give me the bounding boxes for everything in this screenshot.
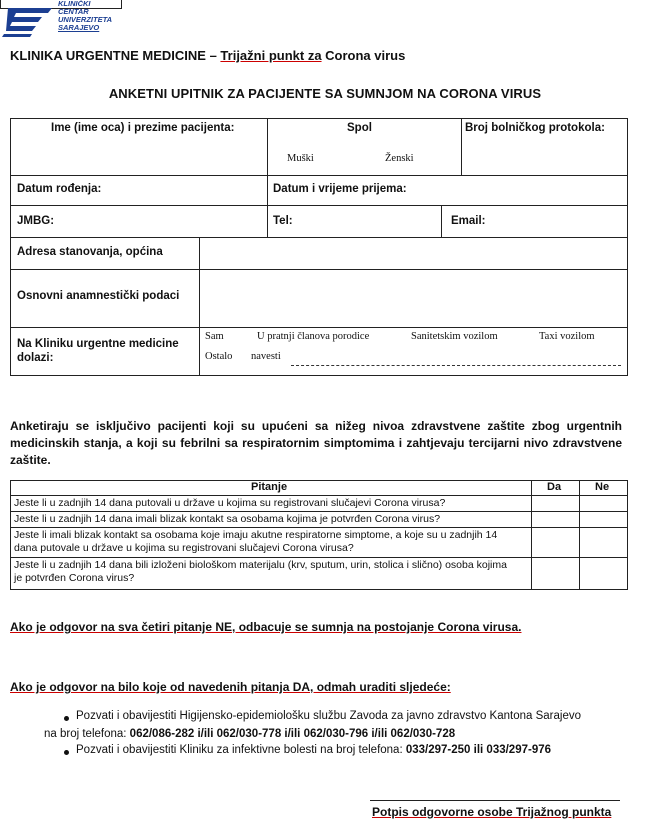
- row-divider: [11, 175, 627, 176]
- phone-numbers: 033/297-250 ili 033/297-976: [405, 744, 552, 756]
- arrival-label: Na Kliniku urgentne medicine dolazi:: [17, 338, 179, 364]
- bullet-dot: [64, 716, 69, 721]
- tel-label: Tel:: [273, 215, 293, 227]
- sex-male-option[interactable]: Muški: [287, 153, 314, 164]
- arrival-option-alone[interactable]: Sam: [205, 331, 224, 342]
- specify-blank-line[interactable]: [291, 365, 621, 366]
- arrival-option-family[interactable]: U pratnji članova porodice: [257, 331, 370, 342]
- col-divider: [579, 481, 580, 589]
- no-column-header: Ne: [595, 481, 610, 493]
- eligibility-paragraph: Anketiraju se isključivo pacijenti koji su upućeni sa nižeg nivoa zdravstvene zaštite zbog urgentnih medicinskih stanja, a koji su febrilni sa respiratornim simptomima i zahtjevaju tercijarni nivo zdravstvene zaštite.: [10, 419, 622, 467]
- signature-line: [370, 800, 620, 801]
- yes-column-header: Da: [547, 481, 562, 493]
- bullet-line: [76, 742, 551, 759]
- bullet-line: [44, 726, 455, 743]
- col-divider: [199, 237, 200, 375]
- screening-questions-table: [10, 480, 628, 590]
- phone-numbers: 062/086-282 i/ili 062/030-778 i/ili 062/030-796 i/ili 062/030-728: [129, 728, 456, 740]
- positive-answer-note: Ako je odgovor na bilo koje od navedenih pitanja DA, odmah uraditi sljedeće:: [10, 680, 451, 694]
- row-divider: [11, 527, 627, 528]
- address-label: Adresa stanovanja, općina: [17, 246, 163, 258]
- specify-label: navesti: [251, 351, 281, 362]
- row-divider: [11, 205, 627, 206]
- question-row: Jeste li u zadnjih 14 dana bili izloženi biološkom materijalu (krv, sputum, urin, stolica i slično) osoba kojima je potvrđen Corona virus?: [14, 559, 507, 584]
- sex-label: Spol: [347, 122, 372, 134]
- row-divider: [11, 495, 627, 496]
- signature-label: Potpis odgovorne osobe Trijažnog punkta: [372, 805, 612, 819]
- anamnesis-label: Osnovni anamnestički podaci: [17, 290, 180, 302]
- email-label: Email:: [451, 215, 486, 227]
- row-divider: [11, 511, 627, 512]
- col-divider: [461, 119, 462, 175]
- row-divider: [11, 557, 627, 558]
- jmbg-label: JMBG:: [17, 215, 55, 227]
- date-of-birth-label: Datum rođenja:: [17, 183, 102, 195]
- header-suffix: Corona virus: [321, 48, 406, 63]
- question-row: Jeste li u zadnjih 14 dana putovali u države u kojima su registrovani slučajevi Corona virusa?: [14, 497, 446, 509]
- arrival-option-taxi[interactable]: Taxi vozilom: [539, 331, 595, 342]
- logo-text: [58, 0, 112, 32]
- bullet-dot: [64, 750, 69, 755]
- patient-name-label: Ime (ime oca) i prezime pacijenta:: [51, 122, 235, 134]
- protocol-number-label: Broj bolničkog protokola:: [465, 122, 605, 134]
- row-divider: [11, 327, 627, 328]
- logo-mark-icon: [2, 4, 56, 40]
- col-divider: [441, 205, 442, 237]
- logo-line: KLINIČKI: [58, 0, 91, 8]
- clinic-header: [10, 48, 405, 63]
- arrival-option-ambulance[interactable]: Sanitetskim vozilom: [411, 331, 498, 342]
- col-divider: [267, 119, 268, 237]
- arrival-option-other[interactable]: Ostalo: [205, 351, 233, 362]
- row-divider: [11, 269, 627, 270]
- col-divider: [531, 481, 532, 589]
- phone-label: Pozvati i obavijestiti Kliniku za infektivne bolesti na broj telefona:: [76, 744, 406, 756]
- logo-line: CENTAR: [58, 7, 89, 16]
- page-title: ANKETNI UPITNIK ZA PACIJENTE SA SUMNJOM NA CORONA VIRUS: [108, 86, 542, 101]
- bullet-line: Pozvati i obavijestiti Higijensko-epidemiološku službu Zavoda za javno zdravstvo Kantona Sarajevo: [76, 710, 581, 722]
- question-column-header: Pitanje: [251, 481, 288, 493]
- question-row: Jeste li imali blizak kontakt sa osobama koje imaju akutne respiratorne simptome, a koje su u zadnjih 14 dana putovale u države u kojima su registrovani slučajevi Corona virusa?: [14, 529, 498, 554]
- question-row: Jeste li u zadnjih 14 dana imali blizak kontakt sa osobama kojima je potvrđen Corona virus?: [14, 513, 441, 525]
- header-underlined: Trijažni punkt za: [220, 48, 322, 63]
- negative-answer-note: Ako je odgovor na sva četiri pitanje NE, odbacuje se sumnja na postojanje Corona virusa.: [10, 620, 522, 634]
- clinic-logo: [0, 0, 128, 42]
- logo-line: UNIVERZITETA: [58, 15, 113, 24]
- patient-info-form: [10, 118, 628, 376]
- header-prefix: KLINIKA URGENTNE MEDICINE –: [10, 48, 221, 63]
- phone-label: na broj telefona:: [44, 728, 130, 740]
- sex-female-option[interactable]: Ženski: [385, 153, 414, 164]
- admission-datetime-label: Datum i vrijeme prijema:: [273, 183, 407, 195]
- logo-line: SARAJEVO: [58, 23, 100, 32]
- row-divider: [11, 237, 627, 238]
